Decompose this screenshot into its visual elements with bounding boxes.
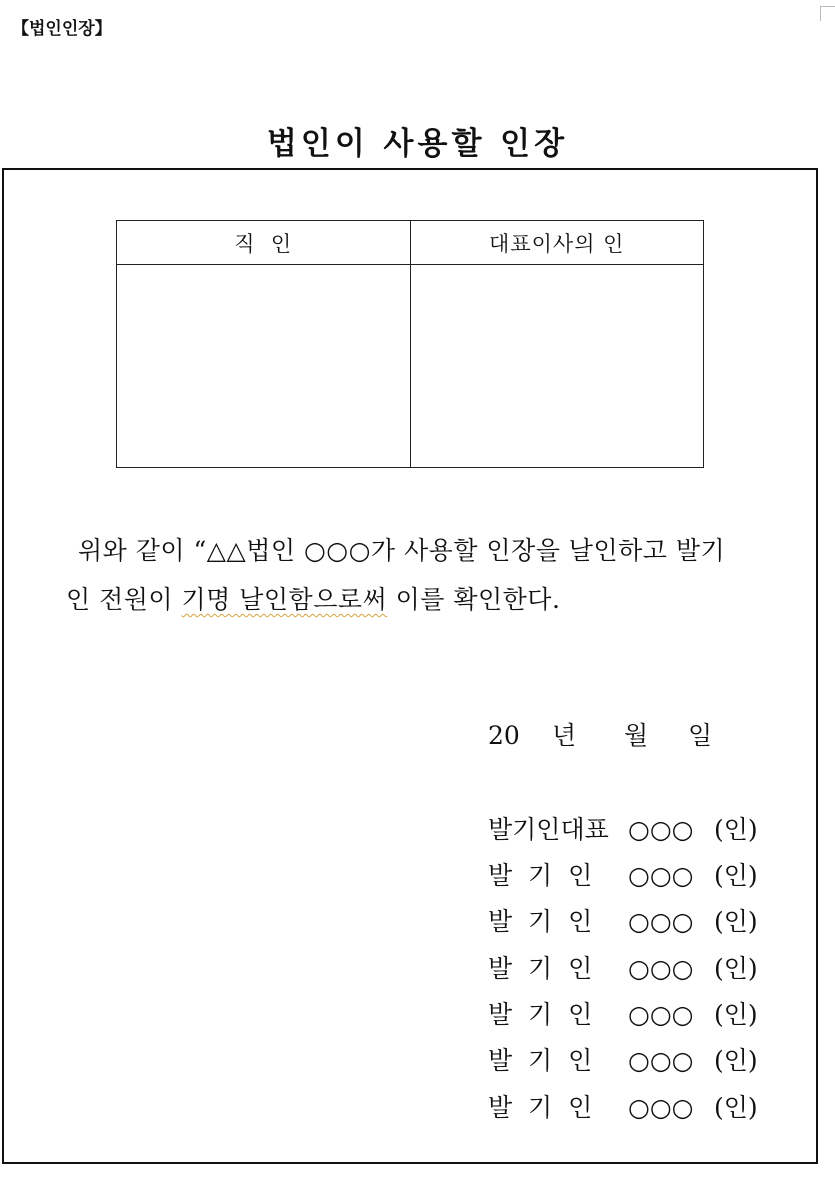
signatory-name: ○○○ (628, 1000, 694, 1029)
signatory-name: ○○○ (628, 815, 694, 844)
seal-cell-ceo (410, 265, 704, 468)
document-title: 법인이 사용할 인장 (266, 126, 569, 162)
seal-table (116, 220, 704, 468)
signatory-row (488, 1088, 808, 1124)
signatory-role: 발 기 인 (488, 907, 593, 936)
signatory-row (488, 1041, 808, 1077)
signatory-role: 발기인대표 (488, 815, 609, 844)
statement-line-2 (66, 580, 560, 616)
signatory-role: 발 기 인 (488, 1046, 593, 1075)
spellcheck-flagged-text: 기명 날인함으로써 (181, 585, 388, 614)
signatory-row (488, 949, 808, 985)
section-tag: 【법인인장】 (12, 19, 112, 39)
signatory-seal: (인) (714, 1093, 758, 1122)
statement-line-2-start: 인 전원이 (66, 585, 182, 614)
signatory-name: ○○○ (628, 1093, 694, 1122)
signatory-role: 발 기 인 (488, 1000, 593, 1029)
statement-line-2-end: 이를 확인한다. (387, 585, 561, 614)
signatory-role: 발 기 인 (488, 954, 593, 983)
date-year-unit: 년 (552, 721, 577, 750)
date-year: 20 (488, 721, 520, 750)
signatory-name: ○○○ (628, 954, 694, 983)
seal-table-header-corporate-seal: 직 인 (117, 221, 411, 265)
signatory-name: ○○○ (628, 861, 694, 890)
date-month-unit: 월 (624, 721, 649, 750)
signatory-role: 발 기 인 (488, 1093, 593, 1122)
signatory-seal: (인) (714, 861, 758, 890)
date-day-unit: 일 (688, 721, 713, 750)
signatory-row (488, 902, 808, 938)
page-corner-mark (820, 6, 835, 21)
seal-table-header-ceo-seal: 대표이사의 인 (410, 221, 704, 265)
signatory-seal: (인) (714, 907, 758, 936)
signatory-seal: (인) (714, 954, 758, 983)
statement-line-1: 위와 같이 “△△법인 ○○○가 사용할 인장을 날인하고 발기 (78, 536, 726, 565)
date-line (488, 716, 712, 752)
signatory-seal: (인) (714, 1046, 758, 1075)
signatory-role: 발 기 인 (488, 861, 593, 890)
signatory-name: ○○○ (628, 907, 694, 936)
signatory-seal: (인) (714, 815, 758, 844)
signatory-row (488, 810, 808, 846)
signatory-row (488, 856, 808, 892)
signatory-name: ○○○ (628, 1046, 694, 1075)
signatory-seal: (인) (714, 1000, 758, 1029)
seal-cell-corporate (117, 265, 411, 468)
signatory-row (488, 995, 808, 1031)
